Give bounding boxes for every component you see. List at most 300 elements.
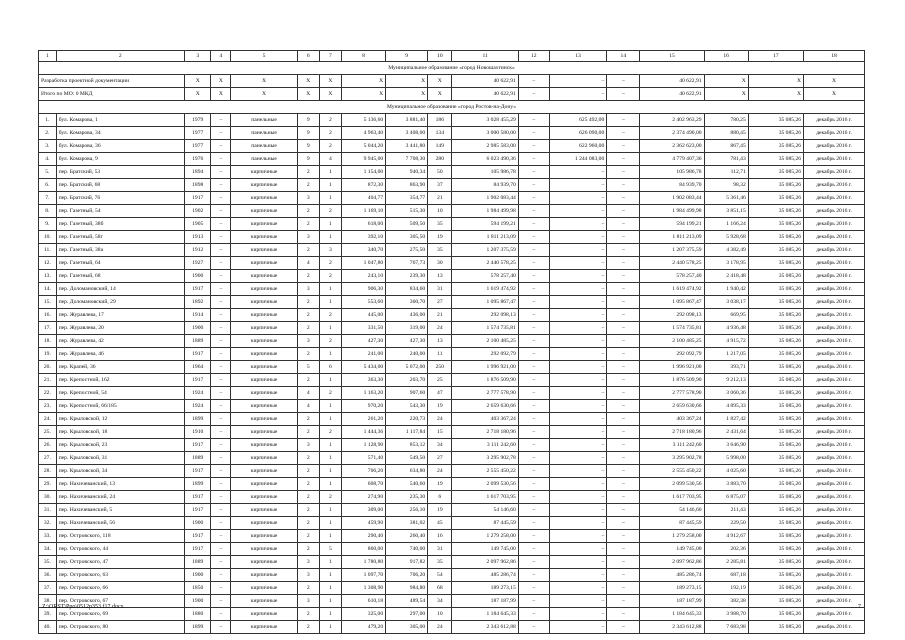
table-cell: 27 (428, 296, 452, 309)
table-cell: 3 (297, 556, 319, 569)
table-cell: 5 136,60 (341, 114, 385, 127)
table-cell: 149 (428, 140, 452, 153)
table-cell: кирпичные (231, 257, 297, 270)
table-cell: декабрь 2016 г. (804, 387, 865, 400)
table-cell: – (549, 439, 606, 452)
table-cell: 45 (428, 517, 452, 530)
table-cell: декабрь 2016 г. (804, 478, 865, 491)
table-cell: 2 099 530,56 (452, 478, 518, 491)
table-body (39, 51, 865, 634)
table-cell: 1899 (184, 478, 211, 491)
table-row (39, 491, 865, 504)
table-cell: 3 178,95 (704, 257, 748, 270)
table-cell: 35 085,26 (748, 465, 803, 478)
table-cell: – (607, 582, 640, 595)
table-cell: – (211, 413, 231, 426)
table-cell: 35 085,26 (748, 374, 803, 387)
table-cell: – (549, 322, 606, 335)
table-cell: 1 169,10 (341, 205, 385, 218)
table-cell: 189 273,15 (640, 582, 704, 595)
table-cell: 780,25 (704, 114, 748, 127)
table-cell: 14. (39, 283, 57, 296)
table-cell: декабрь 2016 г. (804, 400, 865, 413)
column-number: 12 (518, 51, 549, 62)
table-cell: 1 166,24 (704, 218, 748, 231)
table-cell: 35 085,26 (748, 452, 803, 465)
table-cell: 1 (319, 504, 341, 517)
table-cell: 3 881,40 (386, 114, 428, 127)
table-cell: – (518, 283, 549, 296)
table-cell: 1 984 499,98 (452, 205, 518, 218)
table-row (39, 127, 865, 140)
table-cell: 2 777 578,90 (452, 387, 518, 400)
table-cell: 134 (428, 127, 452, 140)
table-cell: 6 (428, 491, 452, 504)
table-cell: 427,30 (341, 335, 385, 348)
table-cell: 35 085,26 (748, 257, 803, 270)
table-row (39, 335, 865, 348)
table-cell: 189 273,15 (452, 582, 518, 595)
table-cell: пер. Газетный, 38б (56, 218, 184, 231)
table-cell: 35. (39, 556, 57, 569)
table-cell: – (518, 569, 549, 582)
table-cell: 35 085,26 (748, 348, 803, 361)
table-cell: 9. (39, 218, 57, 231)
table-cell: – (549, 374, 606, 387)
table-cell: 5 044,20 (341, 140, 385, 153)
table-cell: – (607, 244, 640, 257)
column-number: 11 (452, 51, 518, 62)
table-cell: 1910 (184, 426, 211, 439)
table-cell: – (211, 543, 231, 556)
table-cell: 9 212,13 (704, 374, 748, 387)
table-cell: – (211, 244, 231, 257)
table-cell: 292 098,13 (452, 309, 518, 322)
table-cell: X (386, 75, 428, 88)
page-number: 7 (858, 604, 861, 610)
table-cell: декабрь 2016 г. (804, 218, 865, 231)
table-cell: – (549, 244, 606, 257)
table-cell: 1 574 735,81 (640, 322, 704, 335)
table-cell: 863,90 (386, 179, 428, 192)
table-row (39, 413, 865, 426)
table-cell: – (211, 465, 231, 478)
table-cell: 35 085,26 (748, 179, 803, 192)
table-cell: 11 (428, 348, 452, 361)
table-cell: 297,00 (386, 608, 428, 621)
table-cell: 35 085,26 (748, 582, 803, 595)
table-cell: 54 146,60 (640, 504, 704, 517)
table-cell: X (428, 75, 452, 88)
table-cell: – (607, 387, 640, 400)
table-cell: 20. (39, 361, 57, 374)
table-cell: 2 (297, 478, 319, 491)
table-cell: 3 441,80 (386, 140, 428, 153)
table-cell: 8. (39, 205, 57, 218)
table-cell: – (518, 374, 549, 387)
table-cell: – (518, 517, 549, 530)
table-cell: – (518, 426, 549, 439)
table-cell: 1917 (184, 465, 211, 478)
table-cell: пер. Нахичеванский, 24 (56, 491, 184, 504)
table-cell: 1899 (184, 413, 211, 426)
table-cell: 13. (39, 270, 57, 283)
table-cell: пер. Газетный, 64 (56, 257, 184, 270)
table-cell: 98,32 (704, 179, 748, 192)
table-cell: 35 085,26 (748, 322, 803, 335)
table-cell: – (607, 478, 640, 491)
table-cell: декабрь 2016 г. (804, 439, 865, 452)
table-cell: декабрь 2016 г. (804, 296, 865, 309)
table-row (39, 153, 865, 166)
table-cell: 2 (297, 218, 319, 231)
table-cell: 22. (39, 387, 57, 400)
table-cell: 7 683,98 (704, 621, 748, 634)
table-row (39, 387, 865, 400)
table-cell: 781,43 (704, 153, 748, 166)
table-cell: – (518, 361, 549, 374)
table-cell: 445,00 (341, 309, 385, 322)
table-cell: X (231, 88, 297, 101)
table-cell: – (518, 491, 549, 504)
table-cell: 1 184 645,33 (640, 608, 704, 621)
table-cell: 618,00 (341, 218, 385, 231)
table-cell: 25. (39, 426, 57, 439)
table-cell: 202,36 (704, 543, 748, 556)
table-cell: 4 025,60 (704, 465, 748, 478)
table-row (39, 114, 865, 127)
table-cell: 243,10 (341, 270, 385, 283)
table-cell: 404,77 (341, 192, 385, 205)
table-cell: – (549, 231, 606, 244)
table-cell: 436,00 (386, 309, 428, 322)
table-cell: – (518, 335, 549, 348)
table-cell: 2 (297, 517, 319, 530)
table-cell: 87 445,59 (452, 517, 518, 530)
table-cell: 84 939,70 (452, 179, 518, 192)
table-cell: 1 984 499,98 (640, 205, 704, 218)
table-row (39, 608, 865, 621)
column-number: 15 (640, 51, 704, 62)
table-cell: 305,00 (386, 621, 428, 634)
table-cell: 2 (297, 608, 319, 621)
table-cell: 112,71 (704, 166, 748, 179)
table-cell: 360,70 (386, 296, 428, 309)
table-cell: – (211, 569, 231, 582)
table-cell: X (184, 88, 211, 101)
table-cell: 2 285,81 (704, 556, 748, 569)
table-cell: декабрь 2016 г. (804, 205, 865, 218)
table-cell: 740,00 (386, 543, 428, 556)
table-cell: панельные (231, 140, 297, 153)
table-cell: кирпичные (231, 530, 297, 543)
table-cell: 9 (297, 140, 319, 153)
table-cell: 187 187,99 (452, 595, 518, 608)
table-cell: пер. Доломановский, 29 (56, 296, 184, 309)
table-cell: 608,70 (341, 478, 385, 491)
table-cell: 1900 (184, 270, 211, 283)
column-number: 4 (211, 51, 231, 62)
table-cell: 1 940,42 (704, 283, 748, 296)
table-cell: 29. (39, 478, 57, 491)
table-cell: 35 085,26 (748, 400, 803, 413)
table-cell: 23. (39, 400, 57, 413)
table-row (39, 257, 865, 270)
table-cell: кирпичные (231, 374, 297, 387)
table-cell: 4 779 407,36 (640, 153, 704, 166)
table-cell: 1964 (184, 361, 211, 374)
table-cell: – (549, 166, 606, 179)
table-cell: 211,43 (704, 504, 748, 517)
table-cell: пер. Крепостной, 66/185 (56, 400, 184, 413)
table-cell: декабрь 2016 г. (804, 270, 865, 283)
table-cell: – (211, 361, 231, 374)
table-cell: 24 (428, 621, 452, 634)
table-cell: – (607, 257, 640, 270)
column-number: 8 (341, 51, 385, 62)
table-cell: 13 (428, 270, 452, 283)
table-cell: 2 659 630,66 (640, 400, 704, 413)
table-cell: 3 883,70 (704, 478, 748, 491)
table-row (39, 179, 865, 192)
table-cell: – (518, 296, 549, 309)
table-cell: 2 440 578,25 (640, 257, 704, 270)
table-cell: – (211, 452, 231, 465)
column-number: 16 (704, 51, 748, 62)
table-cell: 1917 (184, 491, 211, 504)
table-cell: 2 (319, 270, 341, 283)
table-cell: X (297, 75, 319, 88)
table-cell: кирпичные (231, 218, 297, 231)
table-cell: 2 (319, 257, 341, 270)
table-cell: 35 085,26 (748, 439, 803, 452)
table-cell: – (549, 582, 606, 595)
table-cell: пер. Крыловской, 12 (56, 413, 184, 426)
table-cell: пер. Крыловской, 34 (56, 465, 184, 478)
table-cell: 2 343 612,88 (452, 621, 518, 634)
table-cell: 1894 (184, 166, 211, 179)
table-cell: 305,50 (386, 231, 428, 244)
table-cell: 3 028 455,29 (452, 114, 518, 127)
table-cell: 2 431,64 (704, 426, 748, 439)
table-cell: 706,20 (386, 569, 428, 582)
table-cell: панельные (231, 153, 297, 166)
table-cell: 2 555 450,22 (640, 465, 704, 478)
table-cell: 260,40 (386, 530, 428, 543)
table-cell: 1 996 921,00 (640, 361, 704, 374)
table-cell: 2 985 583,00 (452, 140, 518, 153)
table-cell: 509,50 (386, 218, 428, 231)
table-cell: X (748, 88, 803, 101)
table-cell: 4 (297, 400, 319, 413)
table-cell: декабрь 2016 г. (804, 413, 865, 426)
table-cell: 5 361,46 (704, 192, 748, 205)
table-cell: – (518, 439, 549, 452)
table-row (39, 361, 865, 374)
table-cell: 578 257,40 (640, 270, 704, 283)
table-cell: декабрь 2016 г. (804, 166, 865, 179)
table-cell: 35 085,26 (748, 621, 803, 634)
table-cell: пер. Нахичеванский, 56 (56, 517, 184, 530)
table-cell: 3 (297, 231, 319, 244)
table-cell: 13 (428, 335, 452, 348)
table-cell: 1 (319, 582, 341, 595)
table-row (39, 530, 865, 543)
table-cell: – (607, 413, 640, 426)
table-cell: 2 402 963,29 (640, 114, 704, 127)
table-cell: – (518, 400, 549, 413)
table-cell: 1 (319, 322, 341, 335)
table-cell: – (549, 452, 606, 465)
table-cell: пер. Островского, 63 (56, 569, 184, 582)
table-cell: – (607, 621, 640, 634)
table-cell: 4 382,49 (704, 244, 748, 257)
table-cell: – (607, 608, 640, 621)
table-cell: декабрь 2016 г. (804, 465, 865, 478)
table-cell: 2 (297, 543, 319, 556)
table-cell: 1 (319, 400, 341, 413)
table-cell: – (549, 192, 606, 205)
table-cell: кирпичные (231, 478, 297, 491)
table-cell: пер. Крыловской, 23 (56, 439, 184, 452)
table-row (39, 244, 865, 257)
table-cell: 4 (319, 153, 341, 166)
table-cell: 35 085,26 (748, 426, 803, 439)
table-cell: 35 (428, 244, 452, 257)
table-cell: 32. (39, 517, 57, 530)
table-cell: 28. (39, 465, 57, 478)
table-cell: – (607, 296, 640, 309)
table-cell: – (549, 218, 606, 231)
table-cell: – (549, 426, 606, 439)
table-cell: – (607, 140, 640, 153)
table-row (39, 348, 865, 361)
table-cell: – (211, 504, 231, 517)
table-cell: пер. Крепостной, 162 (56, 374, 184, 387)
table-cell: 515,30 (386, 205, 428, 218)
table-cell: 1 827,42 (704, 413, 748, 426)
table-cell: 1 811 213,09 (452, 231, 518, 244)
table-cell: 381,02 (386, 517, 428, 530)
table-cell: 1 (319, 621, 341, 634)
table-cell: 235,30 (386, 491, 428, 504)
table-cell: 24. (39, 413, 57, 426)
table-cell: 15. (39, 296, 57, 309)
table-cell: – (607, 504, 640, 517)
table-cell: 40 622,91 (640, 75, 704, 88)
table-cell: 35 085,26 (748, 504, 803, 517)
table-cell: 19 (428, 504, 452, 517)
table-cell: кирпичные (231, 231, 297, 244)
table-row (39, 192, 865, 205)
table-cell: 834,60 (386, 283, 428, 296)
table-cell: пер. Журавлева, 20 (56, 322, 184, 335)
table-cell: декабрь 2016 г. (804, 569, 865, 582)
table-cell: 40 622,91 (452, 88, 518, 101)
table-cell: – (549, 361, 606, 374)
table-cell: – (211, 374, 231, 387)
table-cell: пер. Крепостной, 54 (56, 387, 184, 400)
table-cell: 34. (39, 543, 57, 556)
table-cell: декабрь 2016 г. (804, 426, 865, 439)
table-cell: кирпичные (231, 361, 297, 374)
table-cell: 40. (39, 621, 57, 634)
table-cell: кирпичные (231, 426, 297, 439)
table-cell: 1917 (184, 374, 211, 387)
table-cell: 1889 (184, 556, 211, 569)
table-cell: 2 (319, 205, 341, 218)
table-cell: 1880 (184, 608, 211, 621)
table-cell: 3 (297, 283, 319, 296)
table-cell: 2 (319, 140, 341, 153)
table-cell: 18. (39, 335, 57, 348)
table-cell: 479,20 (341, 621, 385, 634)
table-cell: 1 163,20 (341, 387, 385, 400)
table-cell: пер. Островского, 67 (56, 595, 184, 608)
table-cell: пер. Журавлева, 42 (56, 335, 184, 348)
table-cell: кирпичные (231, 504, 297, 517)
table-cell: 3 060,36 (704, 387, 748, 400)
table-cell: 35 085,26 (748, 244, 803, 257)
table-cell: 35 085,26 (748, 283, 803, 296)
table-row (39, 543, 865, 556)
table-cell: кирпичные (231, 387, 297, 400)
table-cell: 2 (297, 582, 319, 595)
table-cell: бул. Комарова, 9 (56, 153, 184, 166)
table-cell: – (211, 582, 231, 595)
table-cell: Итого по МО: 0 МКД (39, 88, 185, 101)
table-cell: 35 085,26 (748, 205, 803, 218)
table-cell: 280 (428, 153, 452, 166)
table-row (39, 140, 865, 153)
table-cell: – (211, 296, 231, 309)
table-cell: 1 (319, 218, 341, 231)
table-cell: 24 (428, 465, 452, 478)
table-cell: 19 (428, 231, 452, 244)
table-cell: – (607, 75, 640, 88)
table-cell: – (607, 127, 640, 140)
table-cell: X (211, 88, 231, 101)
table-cell: 229,50 (704, 517, 748, 530)
table-cell: – (607, 595, 640, 608)
table-cell: 319,00 (386, 322, 428, 335)
table-cell: 15 (428, 426, 452, 439)
table-cell: кирпичные (231, 465, 297, 478)
table-cell: – (518, 621, 549, 634)
table-cell: кирпичные (231, 556, 297, 569)
table-cell: 1917 (184, 283, 211, 296)
table-cell: 3 (297, 439, 319, 452)
document-sheet (38, 50, 865, 634)
column-number: 2 (56, 51, 184, 62)
table-cell: 872,30 (341, 179, 385, 192)
table-cell: 2 (319, 491, 341, 504)
table-cell: декабрь 2016 г. (804, 361, 865, 374)
table-cell: пер. Нахичеванский, 5 (56, 504, 184, 517)
table-cell: пер. Крыловской, 18 (56, 426, 184, 439)
table-cell: 5 (297, 361, 319, 374)
table-cell: 1 097,70 (341, 569, 385, 582)
table-cell: 610,18 (341, 595, 385, 608)
table-cell: 1898 (184, 179, 211, 192)
table-cell: 1 (319, 439, 341, 452)
table-cell: пер. Газетный, 68 (56, 270, 184, 283)
table-cell: декабрь 2016 г. (804, 153, 865, 166)
table-cell: кирпичные (231, 491, 297, 504)
table-cell: X (704, 88, 748, 101)
table-cell: 2 343 612,88 (640, 621, 704, 634)
table-cell: пер. Островского, 118 (56, 530, 184, 543)
